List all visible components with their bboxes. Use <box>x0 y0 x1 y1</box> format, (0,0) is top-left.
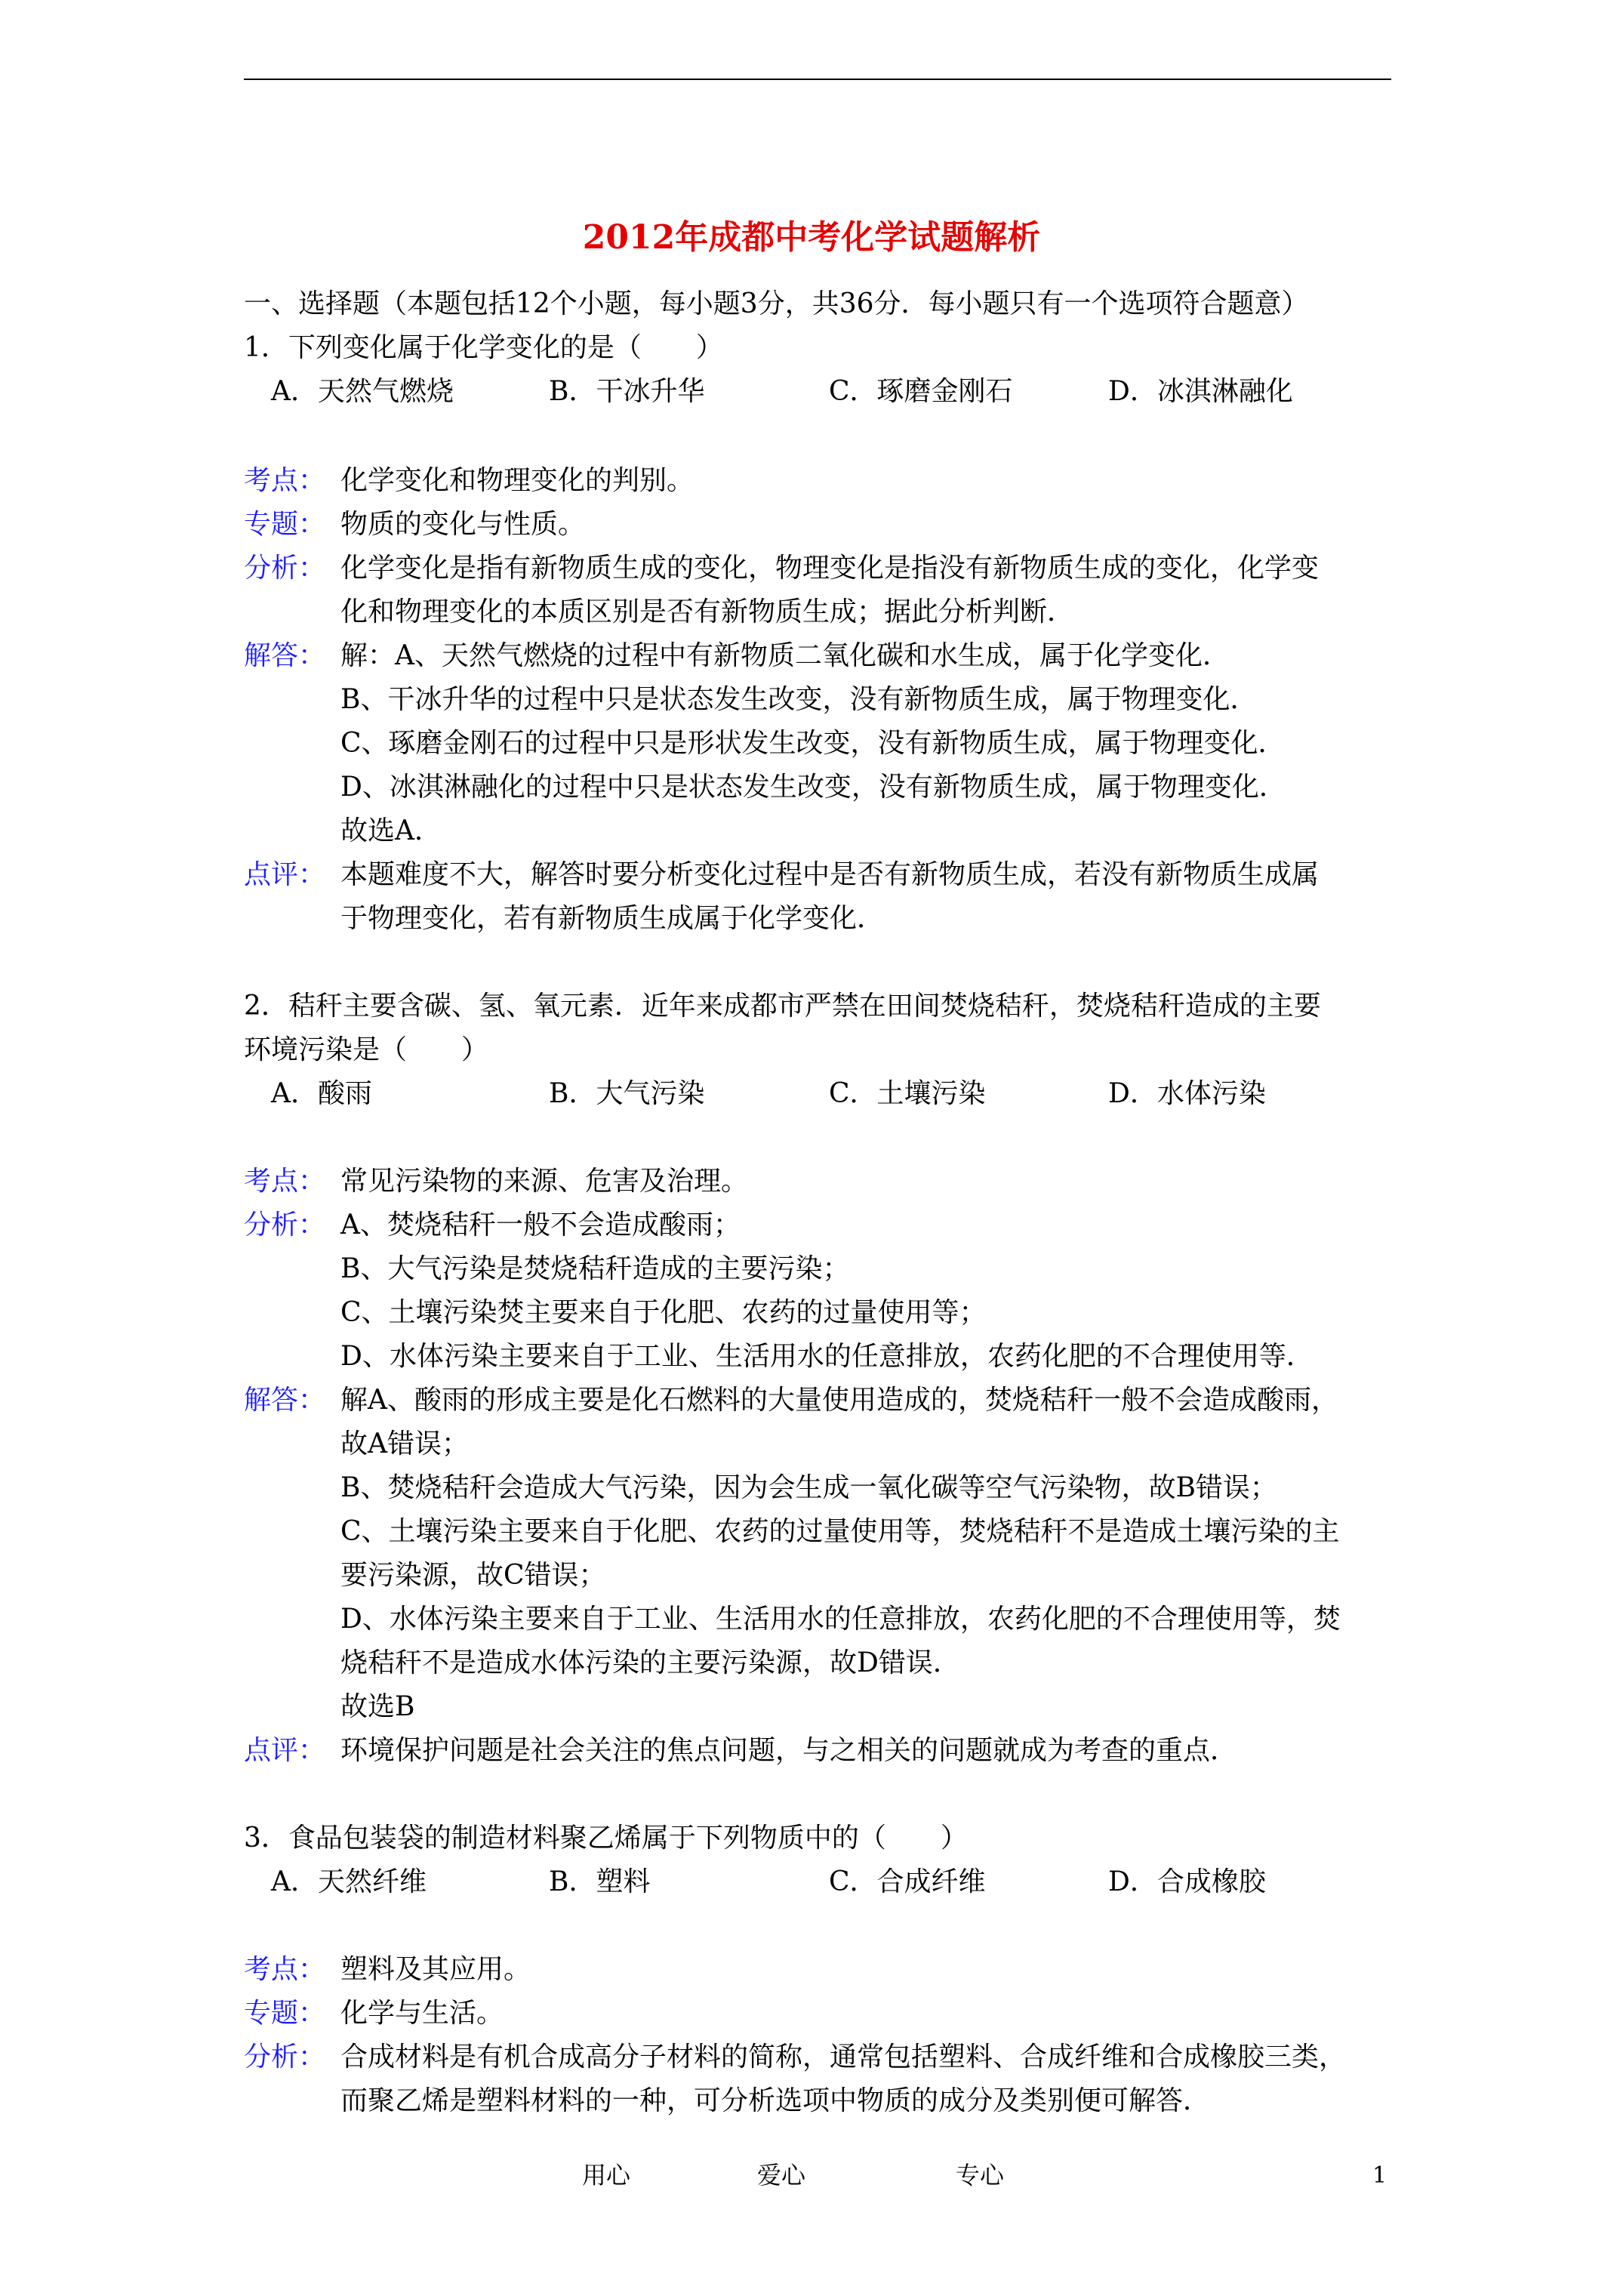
q1-jieda-line: B、干冰升华的过程中只是状态发生改变，没有新物质生成，属于物理变化． <box>340 684 1258 715</box>
q3-option-b: B．塑料 <box>549 1866 651 1897</box>
q3-fenxi-line: 合成材料是有机合成高分子材料的简称，通常包括塑料、合成纤维和合成橡胶三类， <box>340 2042 1347 2073</box>
q1-jieda-line: D、冰淇淋融化的过程中只是状态发生改变，没有新物质生成，属于物理变化． <box>340 772 1286 803</box>
q3-zhuanti-text: 化学与生活。 <box>340 1998 504 2029</box>
q3-option-a: A．天然纤维 <box>271 1866 427 1897</box>
q2-fenxi-line: D、水体污染主要来自于工业、生活用水的任意排放，农药化肥的不合理使用等． <box>340 1341 1313 1372</box>
q2-jieda-line: 故A错误； <box>340 1428 469 1459</box>
q3-option-c: C．合成纤维 <box>829 1866 986 1897</box>
q1-dianping-line: 于物理变化，若有新物质生成属于化学变化． <box>340 903 885 934</box>
q2-jieda-label: 解答： <box>244 1385 326 1416</box>
q2-fenxi-line: A、焚烧秸秆一般不会造成酸雨； <box>340 1210 741 1240</box>
q1-jieda-line: 解：A、天然气燃烧的过程中有新物质二氧化碳和水生成，属于化学变化． <box>340 640 1230 671</box>
q2-kaodian-text: 常见污染物的来源、危害及治理。 <box>340 1166 749 1197</box>
q3-zhuanti-label: 专题： <box>244 1998 326 2029</box>
q2-fenxi-label: 分析： <box>244 1210 326 1240</box>
q3-stem: 3．食品包装袋的制造材料聚乙烯属于下列物质中的（ ） <box>244 1823 968 1854</box>
q1-kaodian-label: 考点： <box>244 465 326 496</box>
q1-zhuanti-text: 物质的变化与性质。 <box>340 509 586 540</box>
q3-kaodian-label: 考点： <box>244 1954 326 1985</box>
q2-jieda-line: 要污染源，故C错误； <box>340 1560 606 1591</box>
q1-option-c: C．琢磨金刚石 <box>829 376 1013 407</box>
header-rule <box>244 79 1391 80</box>
q2-stem-line: 2．秸秆主要含碳、氢、氧元素．近年来成都市严禁在田间焚烧秸秆，焚烧秸秆造成的主要 <box>244 991 1321 1022</box>
q2-jieda-line: B、焚烧秸秆会造成大气污染，因为会生成一氧化碳等空气污染物，故B错误； <box>340 1472 1277 1503</box>
q2-jieda-line: 烧秸秆不是造成水体污染的主要污染源，故D错误． <box>340 1647 960 1678</box>
q1-fenxi-label: 分析： <box>244 553 326 584</box>
q1-option-a: A．天然气燃烧 <box>271 376 454 407</box>
q1-zhuanti-label: 专题： <box>244 509 326 540</box>
q2-jieda-line: 解A、酸雨的形成主要是化石燃料的大量使用造成的，焚烧秸秆一般不会造成酸雨， <box>340 1385 1338 1416</box>
q2-option-b: B．大气污染 <box>549 1078 705 1109</box>
page-number: 1 <box>1372 2162 1387 2189</box>
q1-jieda-line: 故选A． <box>340 815 442 846</box>
q3-option-d: D．合成橡胶 <box>1108 1866 1266 1897</box>
q1-dianping-label: 点评： <box>244 859 326 890</box>
q1-fenxi-line: 化学变化是指有新物质生成的变化，物理变化是指没有新物质生成的变化，化学变 <box>340 553 1320 584</box>
q2-dianping-line: 环境保护问题是社会关注的焦点问题，与之相关的问题就成为考查的重点． <box>340 1735 1238 1766</box>
document-title: 2012年成都中考化学试题解析 <box>582 218 1041 257</box>
q3-fenxi-label: 分析： <box>244 2042 326 2073</box>
q1-jieda-line: C、琢磨金刚石的过程中只是形状发生改变，没有新物质生成，属于物理变化． <box>340 728 1286 759</box>
q2-jieda-line: 故选B <box>340 1691 415 1722</box>
q3-fenxi-line: 而聚乙烯是塑料材料的一种，可分析选项中物质的成分及类别便可解答． <box>340 2085 1211 2116</box>
footer-motto: 爱心 <box>757 2161 806 2190</box>
q2-stem-line: 环境污染是（ ） <box>244 1034 489 1065</box>
q1-stem: 1．下列变化属于化学变化的是（ ） <box>244 332 723 363</box>
q2-option-d: D．水体污染 <box>1108 1078 1266 1109</box>
q3-kaodian-text: 塑料及其应用。 <box>340 1954 531 1985</box>
section-heading: 一、选择题（本题包括12个小题，每小题3分，共36分．每小题只有一个选项符合题意） <box>244 288 1309 319</box>
q1-jieda-label: 解答： <box>244 640 326 671</box>
footer-motto: 专心 <box>956 2161 1005 2190</box>
footer-motto: 用心 <box>582 2161 631 2190</box>
q2-option-c: C．土壤污染 <box>829 1078 986 1109</box>
q1-fenxi-line: 化和物理变化的本质区别是否有新物质生成；据此分析判断． <box>340 596 1075 627</box>
q1-dianping-line: 本题难度不大，解答时要分析变化过程中是否有新物质生成，若没有新物质生成属 <box>340 859 1320 890</box>
q2-fenxi-line: B、大气污染是焚烧秸秆造成的主要污染； <box>340 1253 850 1284</box>
q2-dianping-label: 点评： <box>244 1735 326 1766</box>
q1-kaodian-text: 化学变化和物理变化的判别。 <box>340 465 694 496</box>
q2-jieda-line: C、土壤污染主要来自于化肥、农药的过量使用等，焚烧秸秆不是造成土壤污染的主 <box>340 1516 1340 1547</box>
q1-option-b: B．干冰升华 <box>549 376 705 407</box>
q2-fenxi-line: C、土壤污染焚主要来自于化肥、农药的过量使用等； <box>340 1297 987 1328</box>
q2-jieda-line: D、水体污染主要来自于工业、生活用水的任意排放，农药化肥的不合理使用等，焚 <box>340 1604 1341 1635</box>
q2-kaodian-label: 考点： <box>244 1166 326 1197</box>
q1-option-d: D．冰淇淋融化 <box>1108 376 1293 407</box>
q2-option-a: A．酸雨 <box>271 1078 372 1109</box>
